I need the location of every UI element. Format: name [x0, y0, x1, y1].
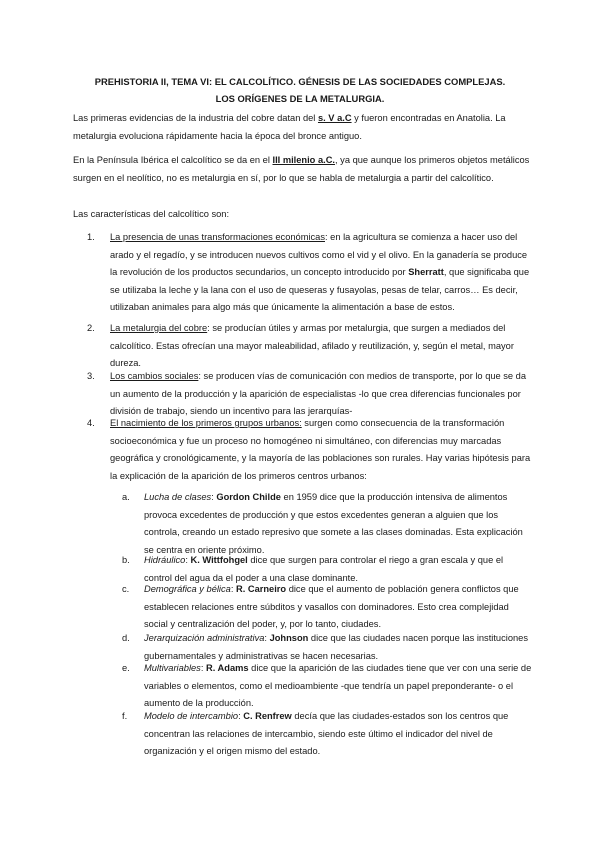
characteristic-item — [87, 320, 533, 373]
hypothesis-text: dice que surgen para controlar el riego a gran escala y que el control del agua da el poder a una clase dominante. — [144, 555, 504, 583]
list-marker: 1. — [87, 232, 95, 242]
characteristic-item — [87, 368, 533, 421]
hypothesis-separator: : — [230, 584, 236, 594]
hypothesis-separator: : — [264, 633, 270, 643]
hypothesis-name: Multivariables — [144, 663, 201, 673]
characteristic-heading: La metalurgia del cobre — [110, 323, 208, 333]
hypothesis-text: decía que las ciudades-estados son los centros que concentran las relaciones de intercambio, siendo este último el indicador del nivel de organización y el origen mismo del estado. — [144, 711, 509, 757]
sublist-marker: c. — [122, 584, 130, 594]
document-title: PREHISTORIA II, TEMA VI: EL CALCOLÍTICO. GÉNESIS DE LAS SOCIEDADES COMPLEJAS. LOS ORÍGENES DE LA METALURGIA. — [94, 76, 506, 104]
intro-2-text-after: , ya que aunque los primeros objetos metálicos surgen en el neolítico, no es metalurgia en sí, por lo que se habla de metalurgia a partir del calcolítico. — [73, 155, 530, 183]
hypothesis-separator: : — [211, 492, 217, 502]
characteristic-text: : en la agricultura se comienza a hacer uso del arado y el regadío, y se introducen nuevos cultivos como el vid y el olivo. En la ganadería se produce la revolución de los productos secundarios, un concepto introducido por — [110, 232, 528, 278]
hypothesis-author: R. Adams — [206, 663, 249, 673]
hypothesis-name: Lucha de clases — [144, 492, 212, 502]
intro-1-date-emphasis: s. V a.C — [317, 113, 352, 123]
hypothesis-text: dice que el aumento de población genera conflictos que establecen relaciones entre súbditos y vasallos con dominadores. Esto crea complejidad social y centralización del poder, y, por lo tanto, ciudades. — [144, 584, 519, 630]
intro-1-text-before: Las primeras evidencias de la industria del cobre datan del — [73, 113, 318, 123]
characteristic-text: : se producían útiles y armas por metalurgia, que surgen a mediados del calcolítico. Estas ofrecían una mayor maleabilidad, afilado y reutilización, y, según el metal, mayor dureza. — [110, 323, 514, 369]
hypothesis-item — [122, 581, 533, 634]
sublist-marker: e. — [122, 663, 130, 673]
intro-paragraph-1 — [73, 110, 533, 145]
intro-2-text-before: En la Península Ibérica el calcolítico se da en el — [73, 155, 273, 165]
characteristic-heading: El nacimiento de los primeros grupos urbanos: — [110, 418, 302, 428]
hypothesis-text: dice que las ciudades nacen porque las instituciones gubernamentales y administrativas se hacen necesarias. — [144, 633, 528, 661]
hypothesis-name: Hidráulico — [144, 555, 186, 565]
hypothesis-author: C. Renfrew — [243, 711, 292, 721]
characteristic-text-continued: , que significaba que se utilizaba la leche y la lana con el uso de queseras y fusayolas, pesas de telar, carros… Es decir, utilizaban animales para algo más que únicamente la alimentación a base de estos. — [110, 267, 530, 313]
hypothesis-separator: : — [238, 711, 244, 721]
characteristic-item — [87, 415, 533, 485]
sublist-marker: b. — [122, 555, 130, 565]
hypothesis-author: K. Wittfohgel — [190, 555, 248, 565]
list-marker: 2. — [87, 323, 95, 333]
hypothesis-author: Johnson — [269, 633, 309, 643]
sublist-marker: d. — [122, 633, 130, 643]
characteristic-heading: Los cambios sociales — [110, 371, 199, 381]
sublist-marker: a. — [122, 492, 130, 502]
hypothesis-item — [122, 708, 533, 761]
intro-1-text-after: y fueron encontradas en Anatolia. La metalurgia evoluciona rápidamente hacia la época del bronce antiguo. — [73, 113, 506, 141]
hypothesis-name: Jerarquización administrativa — [144, 633, 265, 643]
characteristic-text: surgen como consecuencia de la transformación socioeconómica y fue un proceso no homogéneo ni simultáneo, con diferencias muy marcadas geográfica y cronológicamente, y la mayoría de las poblaciones son rurales. Hay varias hipótesis para la explicación de la aparición de los primeros centros urbanos: — [110, 418, 531, 481]
hypothesis-text: en 1959 dice que la producción intensiva de alimentos provoca excedentes de producción y que estos excedentes generan a alguien que los controla, creando un estado represivo que somete a las clases dominadas. Esta explicación se centra en oriente próximo. — [144, 492, 523, 555]
hypothesis-author: Gordon Childe — [216, 492, 281, 502]
hypothesis-author: R. Carneiro — [235, 584, 287, 594]
characteristic-person: Sherratt — [408, 267, 444, 278]
intro-paragraph-2 — [73, 152, 533, 187]
hypothesis-separator: : — [185, 555, 191, 565]
characteristic-item — [87, 229, 533, 317]
characteristic-text: : se producen vías de comunicación con medios de transporte, por lo que se da un aumento de la producción y la aparición de especialistas -lo que crea diferencias funcionales por división de trabajo, siendo un incentivo para las jerarquías- — [110, 371, 527, 417]
hypothesis-name: Modelo de intercambio — [144, 711, 239, 721]
hypothesis-item — [122, 660, 533, 713]
hypothesis-separator: : — [200, 663, 207, 673]
hypothesis-item — [122, 489, 533, 559]
sublist-marker: f. — [122, 711, 128, 721]
hypothesis-text: dice que la aparición de las ciudades tiene que ver con una serie de variables o elementos, como el medioambiente -que tendría un papel preponderante- o el aumento de la producción. — [144, 663, 532, 709]
intro-2-date-emphasis: III milenio a.C. — [272, 155, 335, 165]
list-marker: 4. — [87, 418, 95, 428]
characteristic-heading: La presencia de unas transformaciones económicas — [110, 232, 325, 242]
list-marker: 3. — [87, 371, 95, 381]
intro-paragraph-3: Las características del calcolítico son: — [73, 209, 230, 219]
hypothesis-name: Demográfica y bélica — [144, 584, 231, 594]
